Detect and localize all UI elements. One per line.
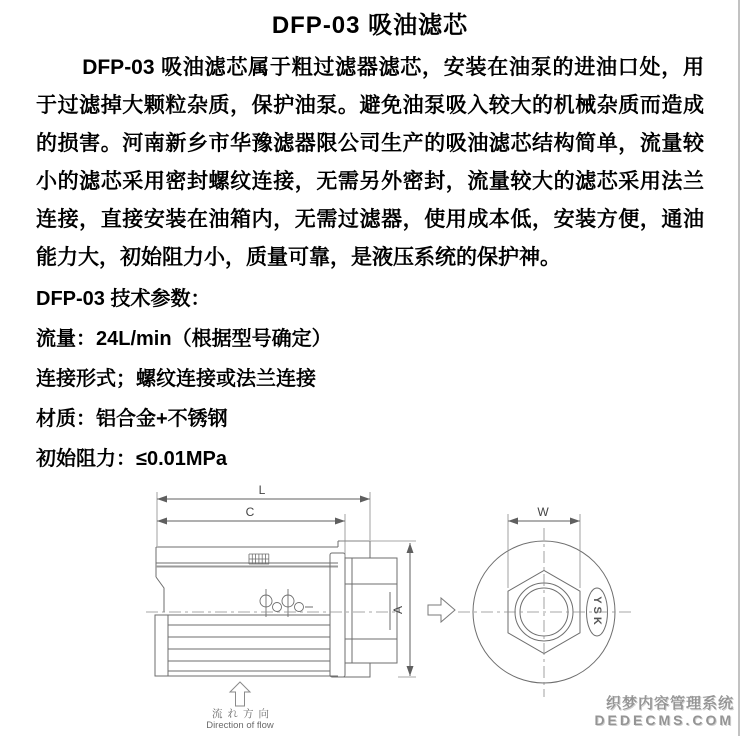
end-view-centerlines	[458, 528, 632, 697]
watermark-line2: DEDECMS.COM	[594, 711, 734, 728]
flow-up-arrow-icon	[230, 682, 250, 706]
view-direction-arrow-icon	[428, 598, 455, 622]
watermark-line1: 织梦内容管理系统	[605, 695, 734, 713]
dim-label-a: A	[391, 605, 405, 615]
valve-symbol	[260, 589, 313, 617]
dim-label-c: C	[245, 505, 255, 519]
spec-line-flow: 流量：24L/min（根据型号确定）	[36, 328, 332, 350]
side-view	[155, 541, 397, 677]
dim-label-w: W	[537, 505, 549, 519]
flow-direction-label-en: Direction of flow	[206, 720, 274, 731]
intro-paragraph: DFP-03 吸油滤芯属于粗过滤器滤芯，安装在油泵的进油口处，用于过滤掉大颗粒杂质，保护油泵。避免油泵吸入较大的机械杂质而造成的损害。河南新乡市华豫滤器限公司生产的吸油滤芯结构简单，流量较小的滤芯采用密封螺纹连接，无需另外密封，流量较大的滤芯采用法兰连接，直接安装在油箱内，无需过滤器，使用成本低，安装方便，通油能力大，初始阻力小，质量可靠，是液压系统的保护神。	[36, 56, 704, 269]
flow-direction-label-cjk: 流れ方向	[212, 708, 274, 720]
specs-heading: DFP-03 技术参数：	[36, 288, 211, 310]
spec-line-initial-resistance: 初始阻力：≤0.01MPa	[36, 448, 228, 470]
ysk-brand-mark: YSK	[591, 596, 603, 628]
watermark	[594, 696, 734, 728]
page-title: DFP-03 吸油滤芯	[271, 12, 469, 39]
technical-parameters	[36, 279, 704, 479]
spec-line-material: 材质：铝合金+不锈钢	[36, 408, 228, 430]
spec-line-connection: 连接形式；螺纹连接或法兰连接	[36, 368, 316, 390]
dim-label-l: L	[258, 483, 266, 497]
